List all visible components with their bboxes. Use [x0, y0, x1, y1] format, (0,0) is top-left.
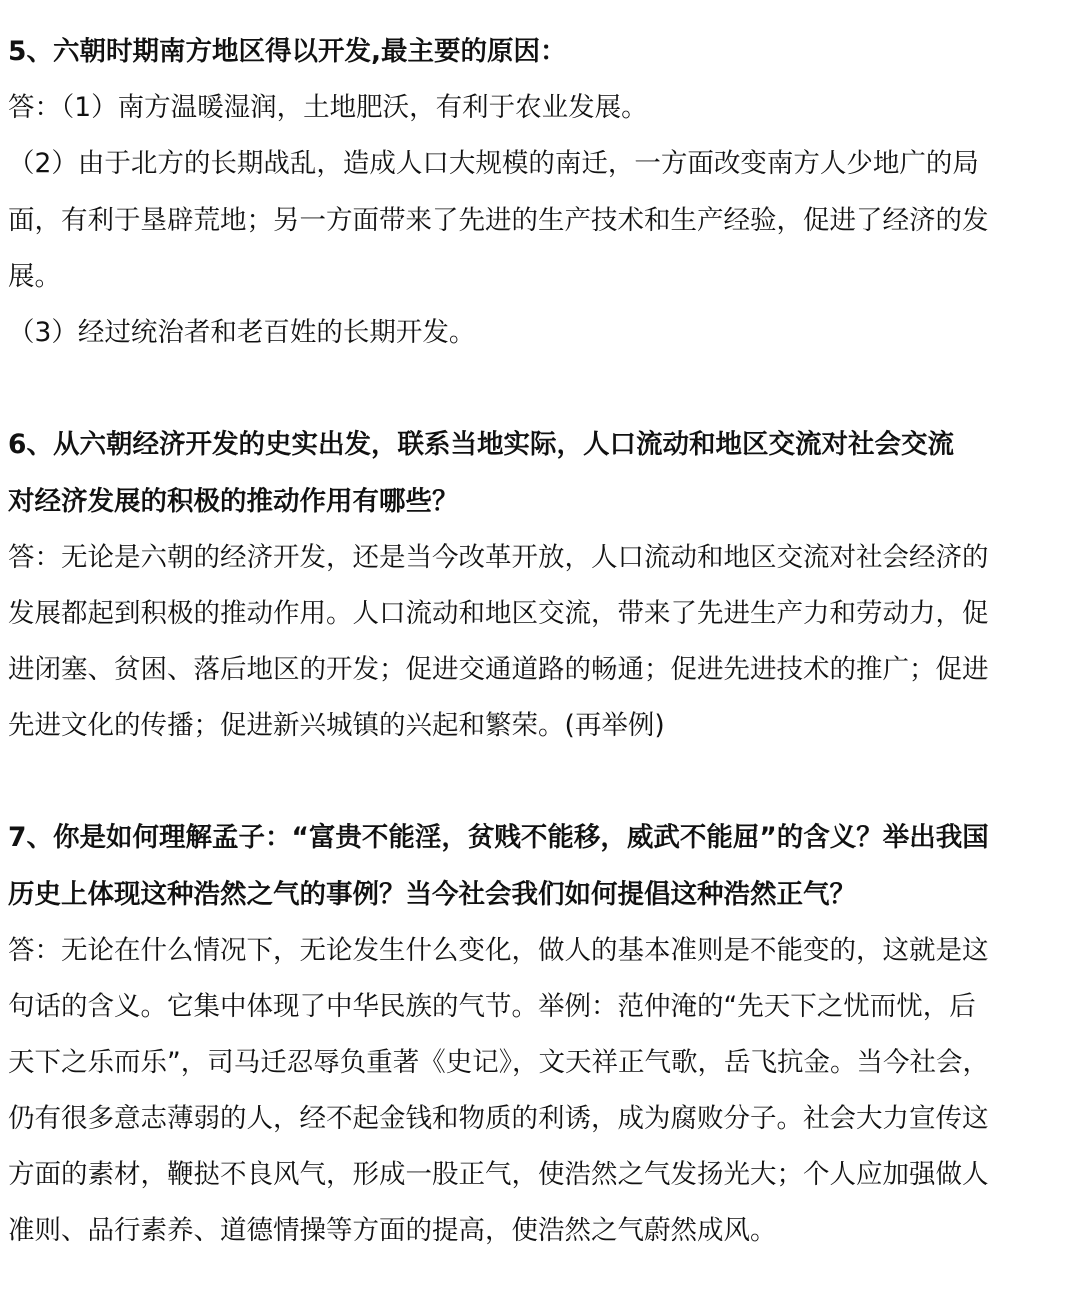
question-6-answer-line: 发展都起到积极的推动作用。人口流动和地区交流，带来了先进生产力和劳动力，促: [8, 598, 989, 629]
question-7-answer-line: 句话的含义。它集中体现了中华民族的气节。举例：范仲淹的“先天下之忧而忧，后: [8, 991, 976, 1022]
question-7-title: 历史上体现这种浩然之气的事例？当今社会我们如何提倡这种浩然正气？: [8, 879, 856, 910]
question-5-answer-line: （3）经过统治者和老百姓的长期开发。: [8, 317, 476, 348]
question-7-answer-line: 仍有很多意志薄弱的人，经不起金钱和物质的利诱，成为腐败分子。社会大力宣传这: [8, 1103, 989, 1134]
question-7-title: 7、你是如何理解孟子：“富贵不能淫，贫贱不能移，威武不能屈”的含义？举出我国: [8, 822, 989, 853]
question-6-answer-line: 进闭塞、贫困、落后地区的开发；促进交通道路的畅通；促进先进技术的推广；促进: [8, 654, 989, 685]
question-6-title: 对经济发展的积极的推动作用有哪些？: [8, 486, 459, 517]
question-5-title: 5、六朝时期南方地区得以开发,最主要的原因：: [8, 36, 567, 67]
question-7-answer-line: 准则、品行素养、道德情操等方面的提高，使浩然之气蔚然成风。: [8, 1215, 777, 1246]
question-6-title: 6、从六朝经济开发的史实出发，联系当地实际，人口流动和地区交流对社会交流: [8, 429, 954, 460]
question-5-answer-line: 答：（1）南方温暖湿润，土地肥沃，有利于农业发展。: [8, 92, 648, 123]
question-5-answer-line: （2）由于北方的长期战乱，造成人口大规模的南迁，一方面改变南方人少地广的局: [8, 148, 979, 179]
question-6-answer-line: 先进文化的传播；促进新兴城镇的兴起和繁荣。(再举例): [8, 710, 665, 741]
question-7-answer-line: 方面的素材，鞭挞不良风气，形成一股正气，使浩然之气发扬光大；个人应加强做人: [8, 1159, 989, 1190]
question-6-answer-line: 答：无论是六朝的经济开发，还是当今改革开放，人口流动和地区交流对社会经济的: [8, 542, 989, 573]
question-5-answer-line: 面，有利于垦辟荒地；另一方面带来了先进的生产技术和生产经验，促进了经济的发: [8, 205, 989, 236]
question-5-answer-line: 展。: [8, 261, 61, 292]
question-7-answer-line: 答：无论在什么情况下，无论发生什么变化，做人的基本准则是不能变的，这就是这: [8, 935, 989, 966]
question-7-answer-line: 天下之乐而乐”，司马迁忍辱负重著《史记》，文天祥正气歌，岳飞抗金。当今社会，: [8, 1047, 989, 1078]
